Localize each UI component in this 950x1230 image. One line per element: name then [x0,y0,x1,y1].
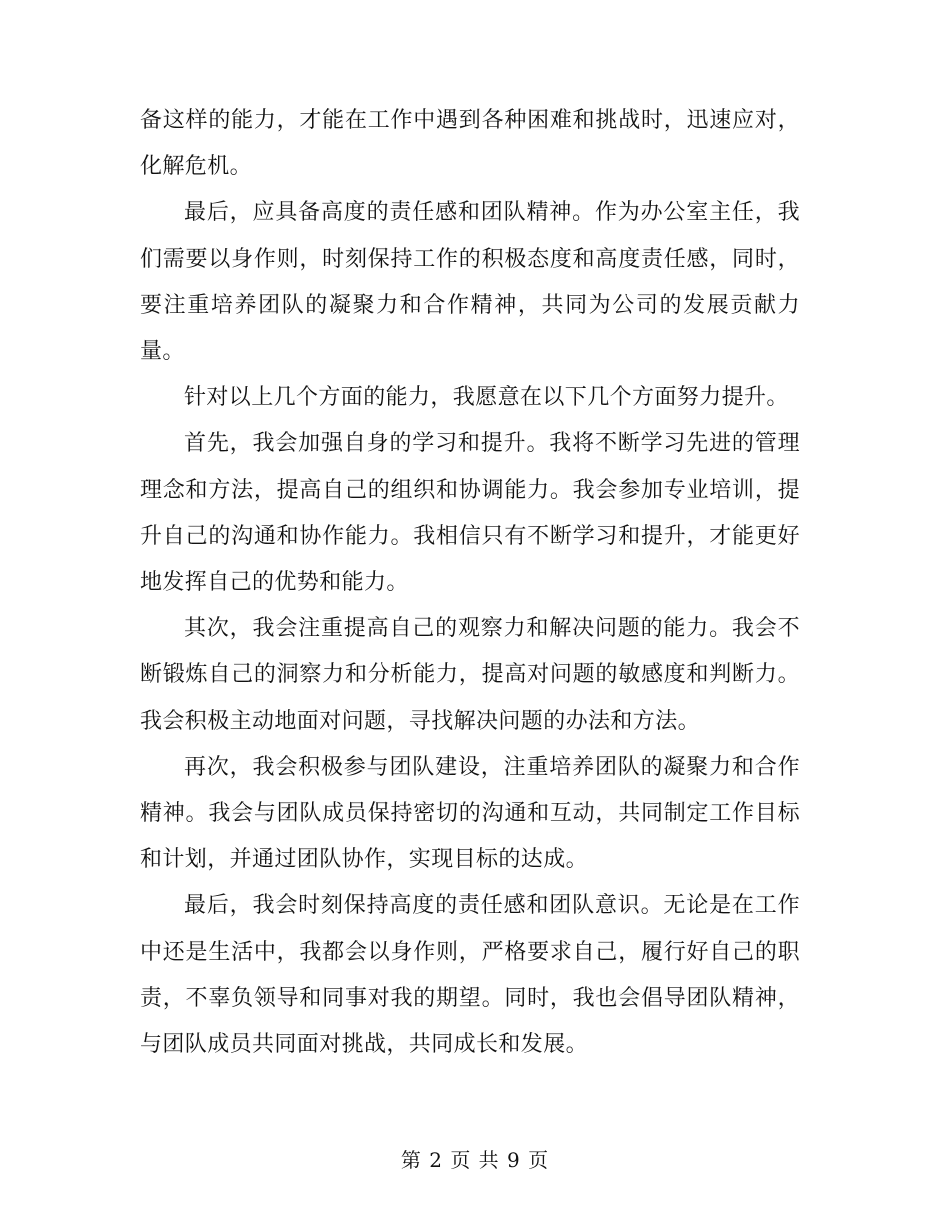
page-footer [0,1146,950,1174]
paragraph-4: 首先，我会加强自身的学习和提升。我将不断学习先进的管理理念和方法，提高自己的组织和协调能力。我会参加专业培训，提升自己的沟通和协作能力。我相信只有不断学习和提升，才能更好地发挥自己的优势和能力。 [140,431,800,596]
paragraph-7: 最后，我会时刻保持高度的责任感和团队意识。无论是在工作中还是生活中，我都会以身作则，严格要求自己，履行好自己的职责，不辜负领导和同事对我的期望。同时，我也会倡导团队精神，与团队成员共同面对挑战，共同成长和发展。 [140,893,800,1058]
paragraph-6: 再次，我会积极参与团队建设，注重培养团队的凝聚力和合作精神。我会与团队成员保持密切的沟通和互动，共同制定工作目标和计划，并通过团队协作，实现目标的达成。 [140,754,800,873]
paragraph-2: 最后，应具备高度的责任感和团队精神。作为办公室主任，我们需要以身作则，时刻保持工作的积极态度和高度责任感，同时，要注重培养团队的凝聚力和合作精神，共同为公司的发展贡献力量。 [140,200,800,365]
paragraph-5: 其次，我会注重提高自己的观察力和解决问题的能力。我会不断锻炼自己的洞察力和分析能力，提高对问题的敏感度和判断力。我会积极主动地面对问题，寻找解决问题的办法和方法。 [140,616,800,734]
paragraph-1: 备这样的能力，才能在工作中遇到各种困难和挑战时，迅速应对，化解危机。 [140,108,800,180]
document-body [140,98,800,1068]
page-number-label: 第 2 页 共 9 页 [400,1148,550,1172]
paragraph-3: 针对以上几个方面的能力，我愿意在以下几个方面努力提升。 [184,385,789,411]
